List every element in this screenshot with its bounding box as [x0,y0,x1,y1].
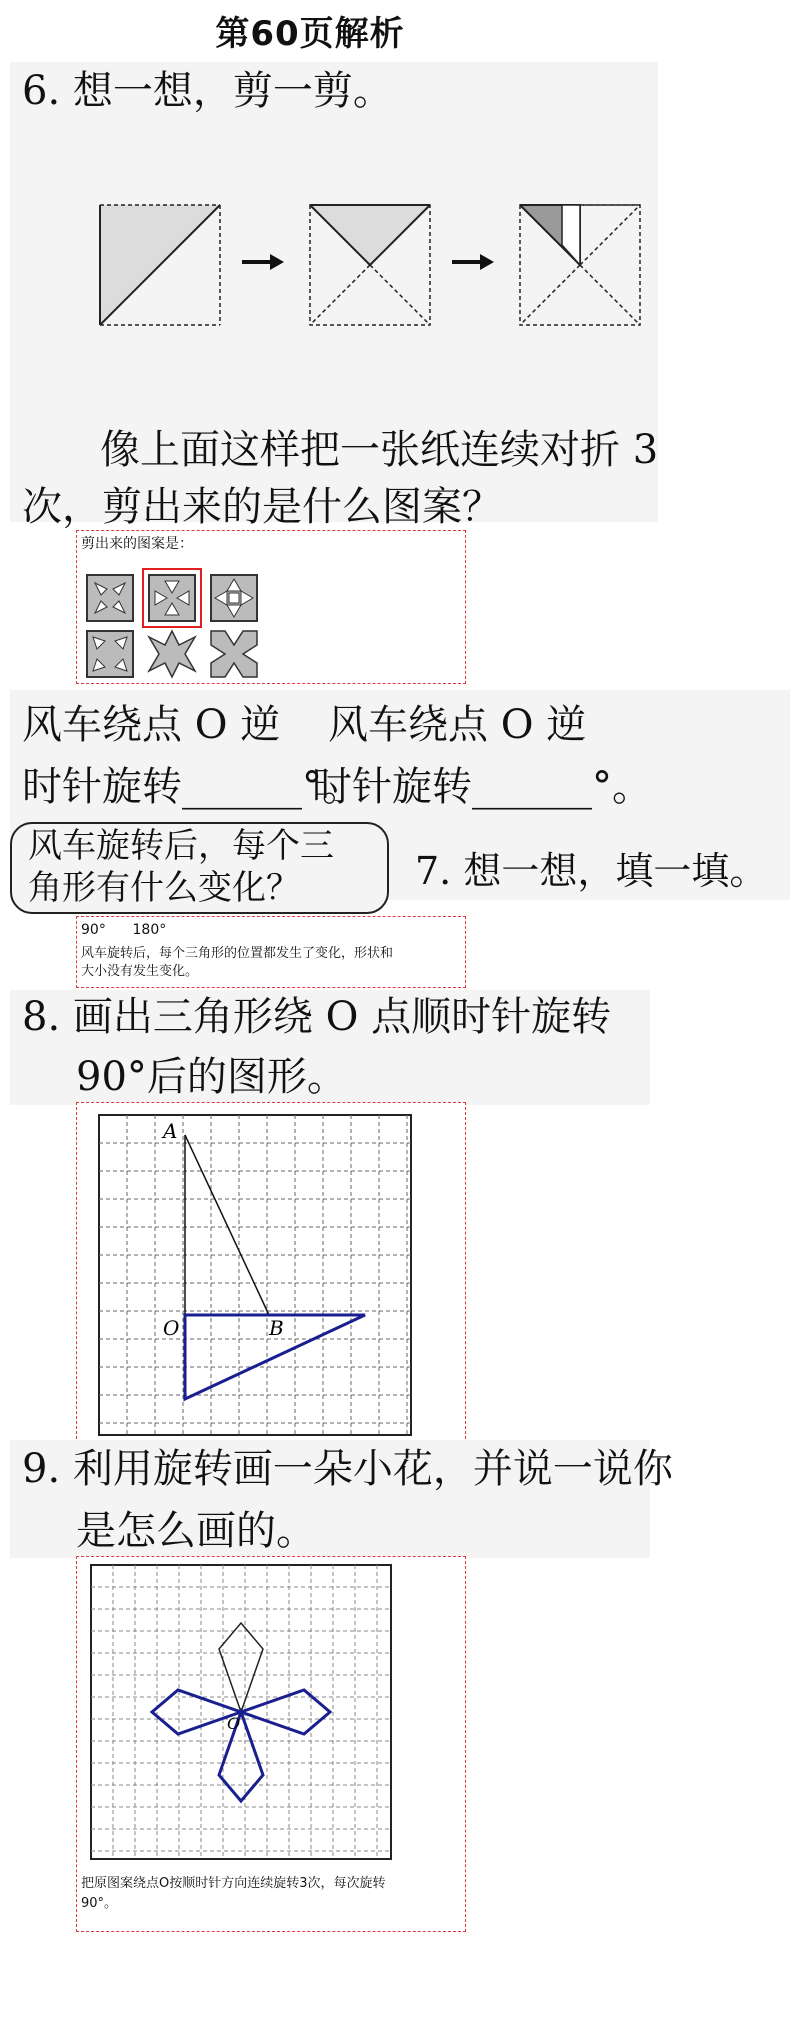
windmill-left-line2: 时针旋转______°。 [22,764,362,810]
fold-step-2 [310,205,430,325]
q7-heading: 7. 想一想，填一填。 [415,849,768,893]
q6-answer-label: 剪出来的图案是： [81,536,193,552]
q9-line2: 是怎么画的。 [76,1508,316,1554]
windmill-left-line1: 风车绕点 O 逆 [22,702,281,748]
label-O: O [227,1714,241,1733]
q9-answer-line1: 把原图案绕点O按顺时针方向连续旋转3次，每次旋转 [81,1876,386,1891]
label-A: A [163,1119,178,1143]
q9-line1: 9. 利用旋转画一朵小花，并说一说你 [22,1446,673,1492]
q6-fold-diagram [90,200,650,335]
page-title: 第60页解析 [215,14,405,54]
q9-answer-box [76,1556,466,1932]
q6-paragraph-line1: 像上面这样把一张纸连续对折 3 [100,427,659,473]
q6-paragraph-line2: 次，剪出来的是什么图案？ [22,484,502,530]
q6-answer-options [77,555,465,685]
q7-answer-angles: 90° 180° [81,922,167,938]
bubble-line1: 风车旋转后，每个三 [28,826,334,866]
fold-step-1 [100,205,220,325]
pattern-option-4 [87,631,133,677]
fold-step-3 [520,205,640,325]
q8-line1: 8. 画出三角形绕 O 点顺时针旋转 [22,994,612,1040]
q8-line2: 90°后的图形。 [76,1054,347,1100]
q9-grid-figure [77,1557,465,1867]
pattern-option-2 [149,575,195,621]
q7-answer-box [76,916,466,988]
pattern-option-1 [87,575,133,621]
pattern-option-5 [149,631,195,677]
q8-answer-box [76,1102,466,1444]
bubble-line2: 角形有什么变化？ [28,868,300,908]
q7-answer-line2: 大小没有发生变化。 [81,964,199,979]
q9-answer-line2: 90°。 [81,1896,118,1911]
q8-grid-figure [77,1103,465,1443]
windmill-right-line2: 时针旋转______°。 [312,764,652,810]
arrow-icon [242,254,284,270]
label-B: B [269,1316,284,1340]
q6-answer-box [76,530,466,684]
q7-answer-line1: 风车旋转后，每个三角形的位置都发生了变化，形状和 [81,946,394,961]
arrow-icon [452,254,494,270]
q6-heading: 6. 想一想，剪一剪。 [22,68,393,114]
label-O: O [163,1316,180,1340]
question-bubble [10,822,389,914]
pattern-option-3 [211,575,257,621]
windmill-right-line1: 风车绕点 O 逆 [328,702,587,748]
pattern-option-6 [211,631,257,677]
